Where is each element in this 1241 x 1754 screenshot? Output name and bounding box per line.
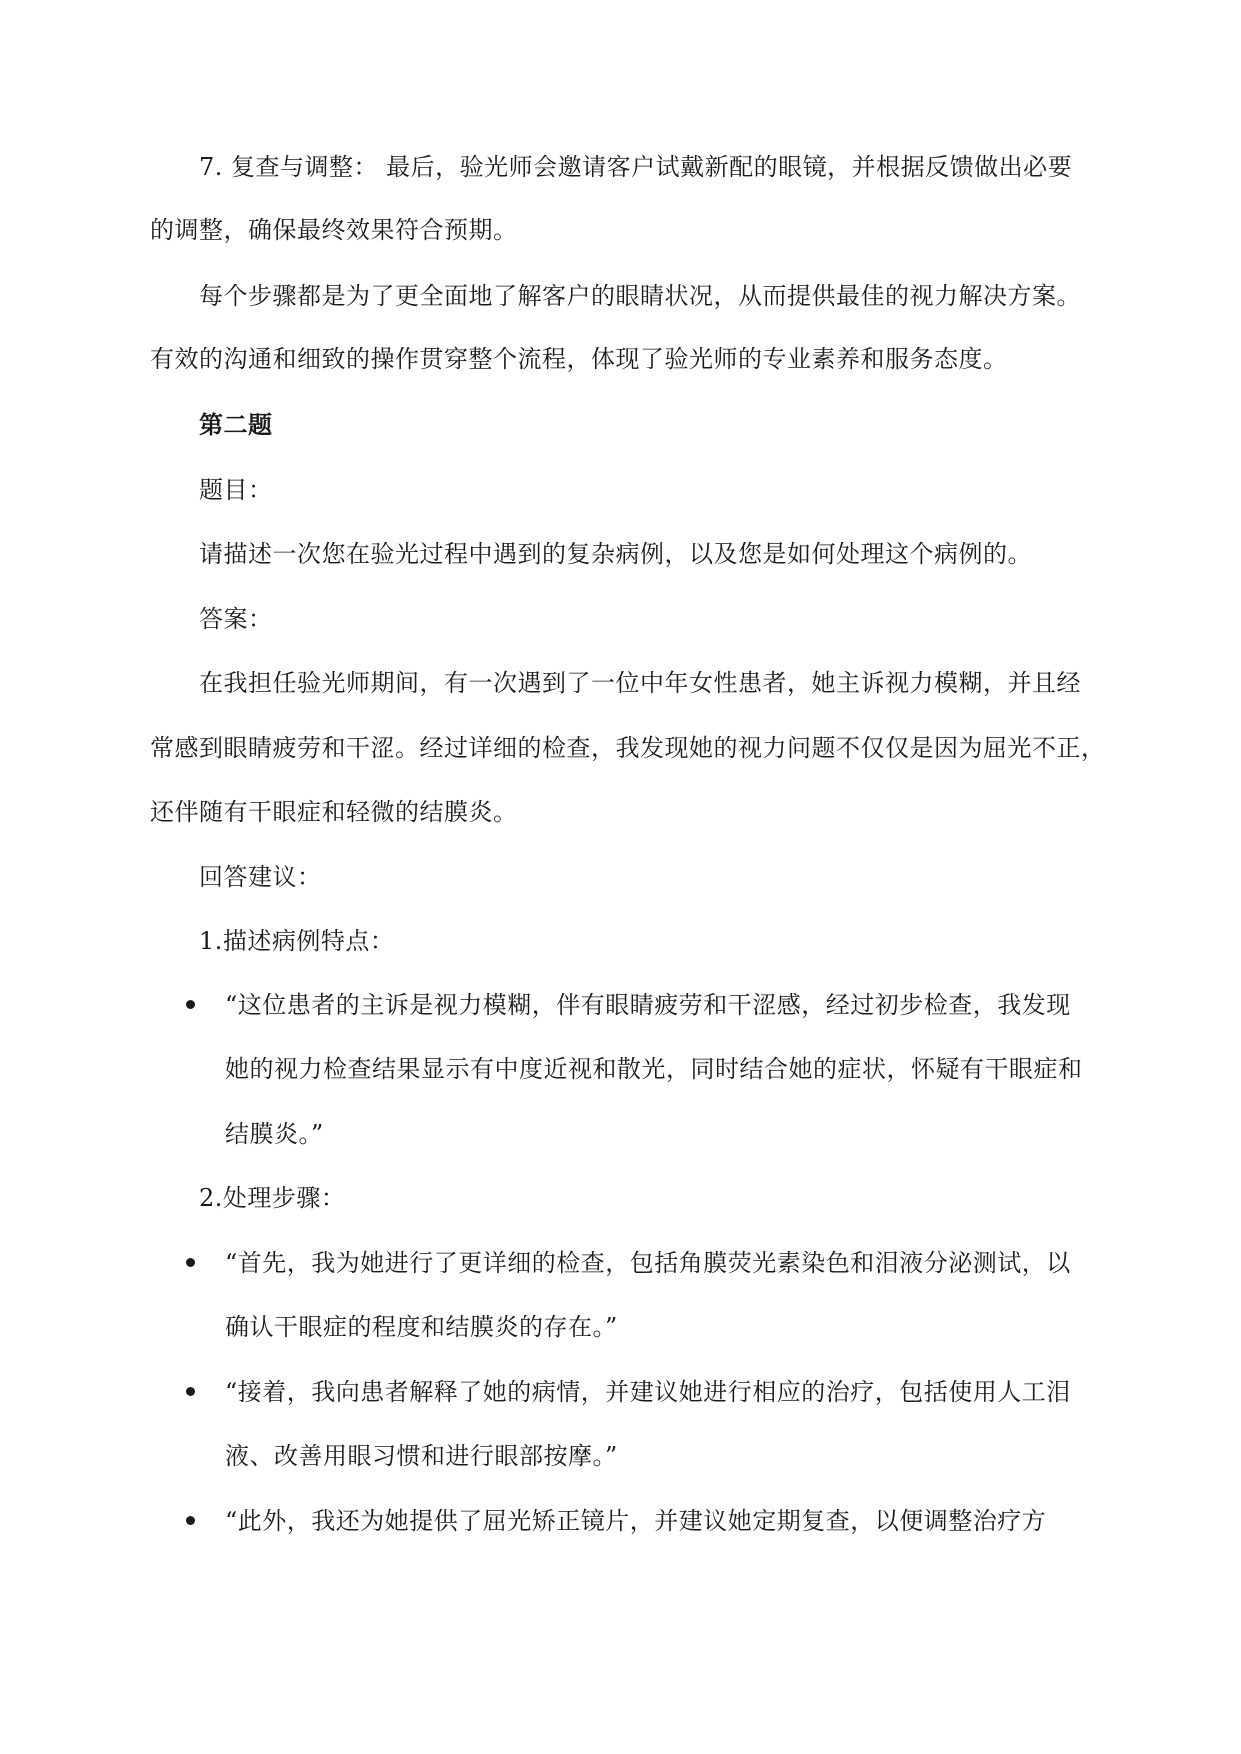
point2-bullet3-line-1: “此外，我还为她提供了屈光矫正镜片，并建议她定期复查，以便调整治疗方 <box>225 1507 1047 1535</box>
advice-label: 回答建议： <box>199 863 322 891</box>
bullet-dot <box>186 1387 195 1396</box>
point1-heading: 1.描述病例特点： <box>199 927 395 955</box>
point2-bullet2-line-1: “接着，我向患者解释了她的病情，并建议她进行相应的治疗，包括使用人工泪 <box>225 1378 1071 1406</box>
bullet-dot <box>186 1000 195 1009</box>
question-text: 请描述一次您在验光过程中遇到的复杂病例，以及您是如何处理这个病例的。 <box>199 540 1032 568</box>
step7-line-1: 7. 复查与调整： 最后，验光师会邀请客户试戴新配的眼镜，并根据反馈做出必要 <box>199 153 1073 181</box>
point2-heading: 2.处理步骤： <box>199 1184 346 1212</box>
step7-line-2: 的调整，确保最终效果符合预期。 <box>150 216 518 244</box>
summary-line-2: 有效的沟通和细致的操作贯穿整个流程，体现了验光师的专业素养和服务态度。 <box>150 345 1008 373</box>
section-title: 第二题 <box>199 411 273 439</box>
answer-line-2: 常感到眼睛疲劳和干涩。经过详细的检查，我发现她的视力问题不仅仅是因为屈光不正， <box>150 734 1106 762</box>
answer-line-3: 还伴随有干眼症和轻微的结膜炎。 <box>150 798 518 826</box>
point2-bullet1-line-2: 确认干眼症的程度和结膜炎的存在。” <box>225 1313 618 1341</box>
summary-line-1: 每个步骤都是为了更全面地了解客户的眼睛状况，从而提供最佳的视力解决方案。 <box>199 282 1081 310</box>
point2-bullet2-line-2: 液、改善用眼习惯和进行眼部按摩。” <box>225 1442 618 1470</box>
point1-bullet1-line-3: 结膜炎。” <box>225 1120 324 1148</box>
point1-bullet1-line-2: 她的视力检查结果显示有中度近视和散光，同时结合她的症状，怀疑有干眼症和 <box>225 1055 1083 1083</box>
answer-line-1: 在我担任验光师期间，有一次遇到了一位中年女性患者，她主诉视力模糊，并且经 <box>199 669 1081 697</box>
answer-label: 答案： <box>199 605 273 633</box>
bullet-dot <box>186 1516 195 1525</box>
point1-bullet1-line-1: “这位患者的主诉是视力模糊，伴有眼睛疲劳和干涩感，经过初步检查，我发现 <box>225 991 1071 1019</box>
point2-bullet1-line-1: “首先，我为她进行了更详细的检查，包括角膜荧光素染色和泪液分泌测试，以 <box>225 1249 1071 1277</box>
bullet-dot <box>186 1258 195 1267</box>
question-label: 题目： <box>199 476 273 504</box>
